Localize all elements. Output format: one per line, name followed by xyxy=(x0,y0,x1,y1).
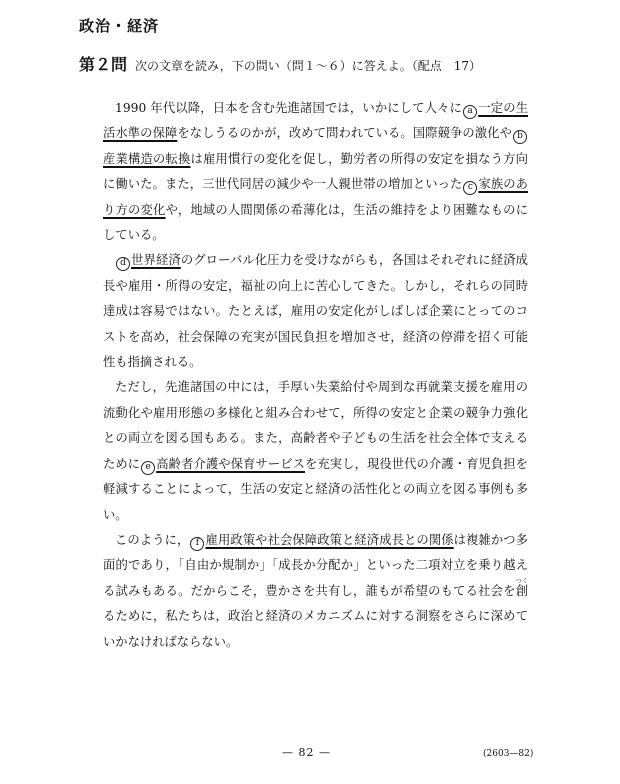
question-header xyxy=(79,52,481,75)
text-span: るために，私たちは，政治と経済のメカニズムに対する洞察をさらに深めていかなければならない。 xyxy=(103,609,528,649)
ruby-base: 創 xyxy=(515,583,528,598)
text-span: ただし，先進諸国の中には，手厚い失業給付や周到な再就業支援を雇用の流動化や雇用形態の多様化と組み合わせて，所得の安定と企業の競争力強化との両立を図る国もある。また，高齢者や子どもの生活を社会全体で支えるために xyxy=(103,380,528,471)
underlined-phrase-d: 世界経済 xyxy=(131,253,181,268)
underlined-phrase-a: 一定の生活水準の保障 xyxy=(103,101,528,141)
text-span: 1990 年代以降，日本を含む先進諸国では，いかにして人々に xyxy=(115,101,463,115)
text-span: をなしうるのかが，改めて問われている。国際競争の激化や xyxy=(177,126,512,141)
marker-a: a xyxy=(463,105,477,119)
text-span: は複雑かつ多面的であり，「自由か規制か」「成長か分配か」といった二項対立を乗り越える試みもある。だからこそ，豊かさを共有し，誰もが希望のもてる社会を xyxy=(103,532,528,598)
question-label: 第２問 xyxy=(79,55,128,74)
underlined-phrase-b: 産業構造の転換 xyxy=(103,151,191,166)
paragraph-4 xyxy=(103,528,528,655)
marker-d: d xyxy=(116,257,130,271)
page-number: — 82 — xyxy=(282,746,331,759)
text-span: を充実し，現役世代の介護・育児負担を軽減することによって，生活の安定と経済の活性化との両立を図る事例も多い。 xyxy=(103,456,528,522)
marker-c: c xyxy=(463,181,477,195)
question-instruction: 次の文章を読み，下の問い（問１～６）に答えよ。（配点 17） xyxy=(135,59,482,73)
paragraph-3 xyxy=(103,375,528,527)
paragraph-2 xyxy=(103,248,528,375)
ruby-reading: つく xyxy=(515,577,528,585)
underlined-phrase-f: 雇用政策や社会保障政策と経済成長との関係 xyxy=(205,532,454,547)
underlined-phrase-e: 高齢者介護や保育サービス xyxy=(156,456,305,471)
underlined-phrase-c: 家族のあり方の変化 xyxy=(103,177,528,217)
marker-b: b xyxy=(513,130,527,144)
paragraph-1 xyxy=(103,96,528,248)
page-code: (2603—82) xyxy=(483,749,534,759)
text-span: のグローバル化圧力を受けながらも，各国はそれぞれに経済成長や雇用・所得の安定，福祉の向上に苦心してきた。しかし，それらの同時達成は容易ではない。たとえば，雇用の安定化がしばしば企業にとってのコストを高め，社会保障の充実が国民負担を増加させ，経済の停滞を招く可能性も指摘される。 xyxy=(103,253,528,370)
text-span: は雇用慣行の変化を促し，勤労者の所得の安定を損なう方向に働いた。また，三世代同居の減少や一人親世帯の増加といった xyxy=(103,151,528,192)
subject-title: 政治・経済 xyxy=(79,17,160,35)
passage xyxy=(103,96,528,655)
marker-f: f xyxy=(190,537,204,551)
marker-e: e xyxy=(141,461,155,475)
text-span: このように， xyxy=(115,532,190,547)
text-span: や，地域の人間関係の希薄化は，生活の維持をより困難なものにしている。 xyxy=(103,202,528,243)
ruby-word xyxy=(515,577,528,598)
